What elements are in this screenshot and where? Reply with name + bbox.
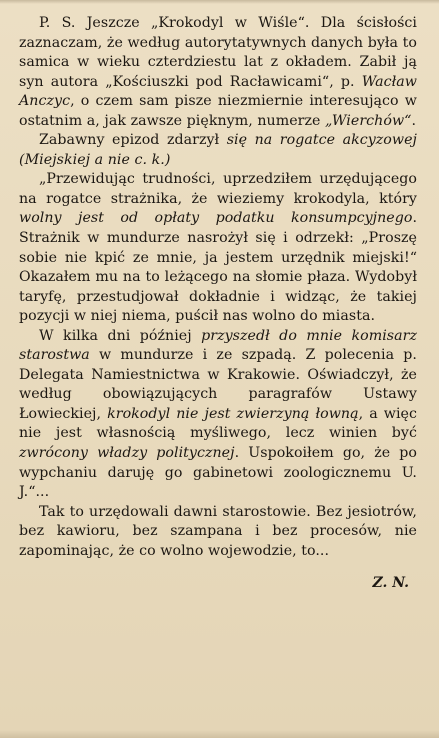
italic-text-run: „Wierchów“ <box>325 112 412 129</box>
italic-text-run: wolny jest od opłaty podatku konsumpcyjnego <box>19 210 413 227</box>
text-run: Tak to urzędowali dawni starostowie. Bez jesiotrów, bez kawioru, bez szampana i bez procesów, nie zapominając, że co wolno wojewodzie, to... <box>19 503 417 559</box>
article-body <box>19 14 417 561</box>
text-run: . Strażnik w mundurze nasrożył się i odrzekł: „Proszę sobie nie kpić ze mnie, ja jestem urzędnik miejski!“ Okazałem mu na to leżącego na słomie płaza. Wydobył taryfę, przestudjował dokładnie i widząc, że takiej pozycji w niej niema, puścił nas wolno do miasta. <box>19 210 417 325</box>
paragraph <box>19 131 417 170</box>
italic-text-run: zwrócony władzy politycznej <box>19 445 235 462</box>
paragraph <box>19 503 417 562</box>
italic-text-run: krokodyl nie jest zwierzyną łowną <box>107 405 359 422</box>
text-run: „Przewidując trudności, uprzedziłem urzędującego na rogatce strażnika, że wieziemy krokodyla, który <box>19 171 417 207</box>
italic-text-run: Wacław Anczyc <box>19 73 417 110</box>
top-shadow-edge <box>0 0 439 4</box>
text-run: Zabawny epizod zdarzył <box>39 132 227 149</box>
text-run: P. S. Jeszcze „Krokodyl w Wiśle“. Dla ścisłości zaznaczam, że według autorytatywnych danych była to samica w wieku czterdziestu lat z okładem. Zabił ją syn autora „Kościuszki pod Racławicami“, p. <box>19 15 417 90</box>
bottom-shadow-edge <box>0 730 439 738</box>
text-run: . Uspokoiłem go, że po wypchaniu daruję go gabinetowi zoologicznemu U. J.“... <box>19 445 417 501</box>
text-run: , o czem sam pisze niezmiernie interesująco w ostatnim a, jak zawsze pięknym, numerze <box>19 93 417 129</box>
text-run: W kilka dni później <box>39 327 202 344</box>
text-run: , a więc nie jest własnością myśliwego, lecz winien być <box>19 405 417 442</box>
italic-text-run: się na rogatce akcyzowej (Miejskiej a nie c. k.) <box>19 132 417 168</box>
paragraph <box>19 327 417 503</box>
text-run: . <box>411 112 417 129</box>
author-signature: Z. N. <box>372 575 409 592</box>
italic-text-run: przyszedł do mnie komisarz starostwa <box>19 327 417 364</box>
text-run: w mundurze i ze szpadą. Z polecenia p. Delegata Namiestnictwa w Krakowie. Oświadczył, że według obowiązujących paragrafów Ustawy Łowieckiej, <box>19 347 417 422</box>
paragraph <box>19 14 417 131</box>
paragraph <box>19 170 417 326</box>
